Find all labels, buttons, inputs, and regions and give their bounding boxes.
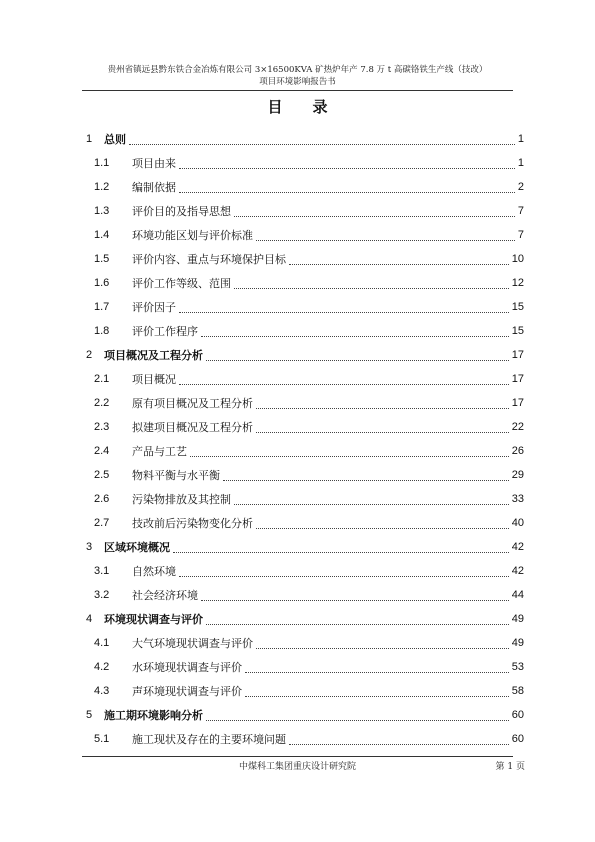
toc-dot-leader xyxy=(256,408,509,409)
toc-entry-number: 1.5 xyxy=(94,253,110,265)
toc-dot-leader xyxy=(289,744,509,745)
toc-entry[interactable] xyxy=(86,247,524,271)
toc-entry[interactable] xyxy=(86,655,524,679)
toc-entry-title[interactable]: 项目概况 xyxy=(132,373,176,386)
toc-entry-page[interactable]: 10 xyxy=(511,253,524,265)
toc-dot-leader xyxy=(206,624,509,625)
toc-entry[interactable] xyxy=(86,487,524,511)
toc-entry[interactable] xyxy=(86,607,524,631)
toc-entry-number: 4 xyxy=(86,613,93,625)
toc-entry-title[interactable]: 总则 xyxy=(104,133,126,146)
toc-entry[interactable] xyxy=(86,679,524,703)
toc-entry[interactable] xyxy=(86,703,524,727)
toc-entry-title[interactable]: 施工期环境影响分析 xyxy=(104,709,203,722)
toc-entry-number: 4.1 xyxy=(94,637,110,649)
toc-entry[interactable] xyxy=(86,151,524,175)
toc-entry[interactable] xyxy=(86,343,524,367)
toc-entry-number: 4.2 xyxy=(94,661,110,673)
toc-entry[interactable] xyxy=(86,583,524,607)
toc-entry-title[interactable]: 评价因子 xyxy=(132,301,176,314)
toc-entry-page[interactable]: 26 xyxy=(511,445,524,457)
toc-entry-number: 2.4 xyxy=(94,445,110,457)
toc-entry-number: 1.1 xyxy=(94,157,110,169)
toc-entry-title[interactable]: 评价内容、重点与环境保护目标 xyxy=(132,253,286,266)
toc-entry-number: 3.1 xyxy=(94,565,110,577)
toc-entry-number: 3 xyxy=(86,541,93,553)
toc-entry-page[interactable]: 7 xyxy=(517,205,524,217)
header-line-2: 项目环境影响报告书 xyxy=(259,77,336,87)
toc-dot-leader xyxy=(179,192,515,193)
toc-entry-number: 2.1 xyxy=(94,373,110,385)
toc-entry-number: 3.2 xyxy=(94,589,110,601)
toc-dot-leader xyxy=(256,648,509,649)
toc-entry-title[interactable]: 物料平衡与水平衡 xyxy=(132,469,220,482)
toc-entry-page[interactable]: 22 xyxy=(511,421,524,433)
toc-dot-leader xyxy=(173,552,509,553)
header-line-1: 贵州省镇远县黔东铁合金冶炼有限公司 3×16500KVA 矿热炉年产 7.8 万 t 高碳铬铁生产线（技改） xyxy=(107,65,488,75)
toc-dot-leader xyxy=(179,384,509,385)
toc-entry[interactable] xyxy=(86,631,524,655)
toc-entry-number: 2.2 xyxy=(94,397,110,409)
toc-entry-page[interactable]: 49 xyxy=(511,637,524,649)
toc-entry-number: 1.3 xyxy=(94,205,110,217)
footer-divider xyxy=(82,756,513,757)
toc-entry[interactable] xyxy=(86,463,524,487)
toc-entry[interactable] xyxy=(86,391,524,415)
toc-entry-page[interactable]: 17 xyxy=(511,397,524,409)
toc-entry[interactable] xyxy=(86,439,524,463)
toc-dot-leader xyxy=(201,600,509,601)
toc-entry-page[interactable]: 15 xyxy=(511,325,524,337)
toc-entry-title[interactable]: 社会经济环境 xyxy=(132,589,198,602)
toc-entry-title[interactable]: 大气环境现状调查与评价 xyxy=(132,637,253,650)
toc-entry-title[interactable]: 施工现状及存在的主要环境问题 xyxy=(132,733,286,746)
toc-dot-leader xyxy=(223,480,509,481)
table-of-contents xyxy=(86,127,524,751)
toc-entry-title[interactable]: 自然环境 xyxy=(132,565,176,578)
toc-entry-page[interactable]: 29 xyxy=(511,469,524,481)
toc-entry-page[interactable]: 33 xyxy=(511,493,524,505)
toc-dot-leader xyxy=(201,336,509,337)
toc-dot-leader xyxy=(179,312,509,313)
toc-entry-page[interactable]: 1 xyxy=(517,157,524,169)
toc-dot-leader xyxy=(256,528,509,529)
toc-dot-leader xyxy=(129,144,515,145)
toc-entry-page[interactable]: 17 xyxy=(511,349,524,361)
toc-dot-leader xyxy=(234,288,509,289)
toc-entry-title[interactable]: 产品与工艺 xyxy=(132,445,187,458)
toc-entry-number: 4.3 xyxy=(94,685,110,697)
toc-entry-number: 1 xyxy=(86,133,93,145)
toc-dot-leader xyxy=(234,216,515,217)
toc-entry-number: 1.7 xyxy=(94,301,110,313)
toc-entry-title[interactable]: 环境功能区划与评价标准 xyxy=(132,229,253,242)
header-divider xyxy=(82,90,513,91)
toc-entry-title[interactable]: 编制依据 xyxy=(132,181,176,194)
toc-entry-page[interactable]: 15 xyxy=(511,301,524,313)
toc-entry-number: 2.3 xyxy=(94,421,110,433)
toc-dot-leader xyxy=(245,672,509,673)
toc-entry-page[interactable]: 58 xyxy=(511,685,524,697)
toc-entry-page[interactable]: 60 xyxy=(511,709,524,721)
toc-entry[interactable] xyxy=(86,415,524,439)
toc-entry-page[interactable]: 53 xyxy=(511,661,524,673)
footer-organization: 中煤科工集团重庆设计研究院 xyxy=(238,762,356,772)
toc-entry-page[interactable]: 42 xyxy=(511,541,524,553)
toc-entry[interactable] xyxy=(86,559,524,583)
toc-entry-number: 5 xyxy=(86,709,93,721)
toc-entry-title[interactable]: 项目概况及工程分析 xyxy=(104,349,203,362)
toc-entry-page[interactable]: 40 xyxy=(511,517,524,529)
toc-entry-page[interactable]: 49 xyxy=(511,613,524,625)
page-header xyxy=(60,64,535,88)
toc-dot-leader xyxy=(289,264,509,265)
toc-entry-page[interactable]: 17 xyxy=(511,373,524,385)
toc-entry-title[interactable]: 原有项目概况及工程分析 xyxy=(132,397,253,410)
toc-dot-leader xyxy=(179,168,515,169)
toc-entry-title[interactable]: 区域环境概况 xyxy=(104,541,170,554)
toc-entry-number: 1.6 xyxy=(94,277,110,289)
toc-entry-number: 2 xyxy=(86,349,93,361)
toc-entry[interactable] xyxy=(86,367,524,391)
toc-entry[interactable] xyxy=(86,295,524,319)
toc-entry[interactable] xyxy=(86,511,524,535)
toc-entry[interactable] xyxy=(86,175,524,199)
toc-entry-page[interactable]: 7 xyxy=(517,229,524,241)
toc-entry-number: 2.6 xyxy=(94,493,110,505)
toc-entry-title[interactable]: 项目由来 xyxy=(132,157,176,170)
toc-entry[interactable] xyxy=(86,319,524,343)
toc-entry-page[interactable]: 2 xyxy=(517,181,524,193)
toc-entry-page[interactable]: 60 xyxy=(511,733,524,745)
footer-page-number: 第 1 页 xyxy=(495,762,525,772)
toc-dot-leader xyxy=(179,576,509,577)
toc-entry[interactable] xyxy=(86,223,524,247)
toc-dot-leader xyxy=(245,696,509,697)
toc-dot-leader xyxy=(256,432,509,433)
toc-entry-title[interactable]: 水环境现状调查与评价 xyxy=(132,661,242,674)
toc-entry[interactable] xyxy=(86,535,524,559)
toc-entry-title[interactable]: 技改前后污染物变化分析 xyxy=(132,517,253,530)
toc-entry-title[interactable]: 环境现状调查与评价 xyxy=(104,613,203,626)
toc-entry-page[interactable]: 44 xyxy=(511,589,524,601)
toc-dot-leader xyxy=(234,504,509,505)
toc-entry-title[interactable]: 拟建项目概况及工程分析 xyxy=(132,421,253,434)
toc-dot-leader xyxy=(206,720,509,721)
toc-dot-leader xyxy=(190,456,509,457)
toc-entry-number: 1.8 xyxy=(94,325,110,337)
toc-title: 目录 xyxy=(267,98,358,116)
toc-entry-page[interactable]: 1 xyxy=(517,133,524,145)
toc-entry-title[interactable]: 评价工作程序 xyxy=(132,325,198,338)
toc-dot-leader xyxy=(206,360,509,361)
toc-entry[interactable] xyxy=(86,271,524,295)
toc-entry-number: 5.1 xyxy=(94,733,110,745)
toc-entry[interactable] xyxy=(86,727,524,751)
toc-entry-page[interactable]: 12 xyxy=(511,277,524,289)
toc-entry-title[interactable]: 评价目的及指导思想 xyxy=(132,205,231,218)
toc-entry-number: 1.4 xyxy=(94,229,110,241)
toc-entry-title[interactable]: 声环境现状调查与评价 xyxy=(132,685,242,698)
toc-entry-page[interactable]: 42 xyxy=(511,565,524,577)
toc-entry[interactable] xyxy=(86,127,524,151)
toc-entry-number: 2.5 xyxy=(94,469,110,481)
toc-entry-number: 1.2 xyxy=(94,181,110,193)
toc-entry-title[interactable]: 污染物排放及其控制 xyxy=(132,493,231,506)
toc-entry-number: 2.7 xyxy=(94,517,110,529)
toc-entry[interactable] xyxy=(86,199,524,223)
toc-entry-title[interactable]: 评价工作等级、范围 xyxy=(132,277,231,290)
toc-dot-leader xyxy=(256,240,515,241)
